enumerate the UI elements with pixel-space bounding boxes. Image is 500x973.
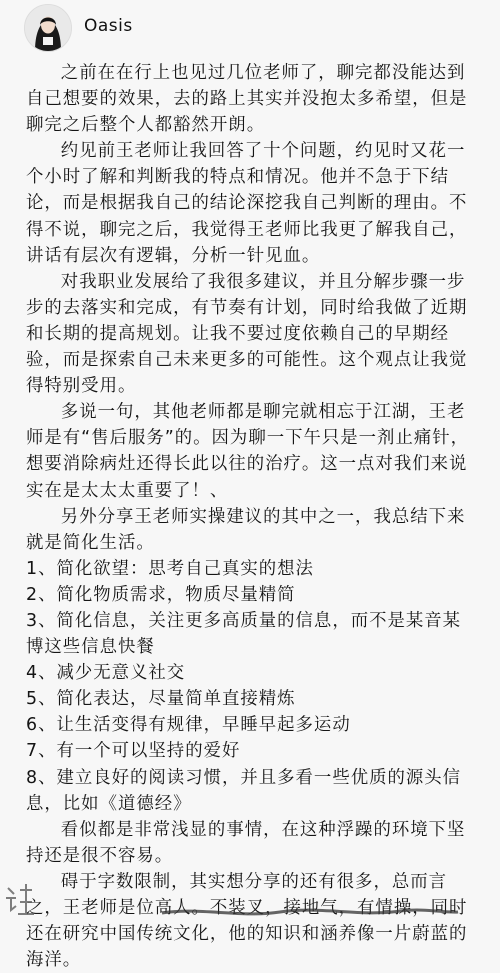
post-header [0,0,500,54]
scribble-decoration [160,904,460,920]
watermark-logo-icon [2,880,36,920]
profile-photo-icon [25,5,71,51]
paragraph: 看似都是非常浅显的事情，在这种浮躁的环境下坚持还是很不容易。 [26,819,466,866]
list-item: 4、减少无意义社交 [26,663,186,684]
post-body [26,60,478,973]
list-item: 5、简化表达，尽量简单直接精炼 [26,689,296,710]
author-name[interactable]: Oasis [84,16,133,36]
paragraph: 约见前王老师让我回答了十个问题，约见时又花一个小时了解和判断我的特点和情况。他并不急于下结论，而是根据我自己的结论深挖我自己判断的理由。不得不说，聊完之后，我觉得王老师比我更了解我自己，讲话有层次有逻辑，分析一针见血。 [26,141,468,266]
paragraph: 另外分享王老师实操建议的其中之一，我总结下来就是简化生活。 [26,506,466,553]
list-item: 6、让生活变得有规律，早睡早起多运动 [26,715,351,736]
paragraph: 多说一句，其他老师都是聊完就相忘于江湖，王老师是有“售后服务”的。因为聊一下午只是一剂止痛针，想要消除病灶还得长此以往的治疗。这一点对我们来说实在是太太太重要了！、 [26,402,470,501]
avatar[interactable] [24,4,72,52]
list-item: 1、简化欲望：思考自己真实的想法 [26,558,314,579]
paragraph: 之前在在行上也见过几位老师了，聊完都没能达到自己想要的效果，去的路上其实并没抱太多希望，但是聊完之后整个人都豁然开朗。 [26,63,468,136]
paragraph: 对我职业发展给了我很多建议，并且分解步骤一步步的去落实和完成，有节奏有计划，同时给我做了近期和长期的提高规划。让我不要过度依赖自己的早期经验，而是探索自己未来更多的可能性。这个观点让我觉得特别受用。 [26,271,468,397]
list-item: 2、简化物质需求，物质尽量精简 [26,584,296,605]
list-item: 8、建立良好的阅读习惯，并且多看一些优质的源头信息，比如《道德经》 [26,767,462,814]
paragraph: 碍于字数限制，其实想分享的还有很多，总而言之，王老师是位高人。不装叉，接地气，有情操，同时还在研究中国传统文化，他的知识和涵养像一片蔚蓝的海洋。 [26,871,468,971]
list-item: 7、有一个可以坚持的爱好 [26,741,241,762]
list-item: 3、简化信息，关注更多高质量的信息，而不是某音某博这些信息快餐 [26,610,462,658]
